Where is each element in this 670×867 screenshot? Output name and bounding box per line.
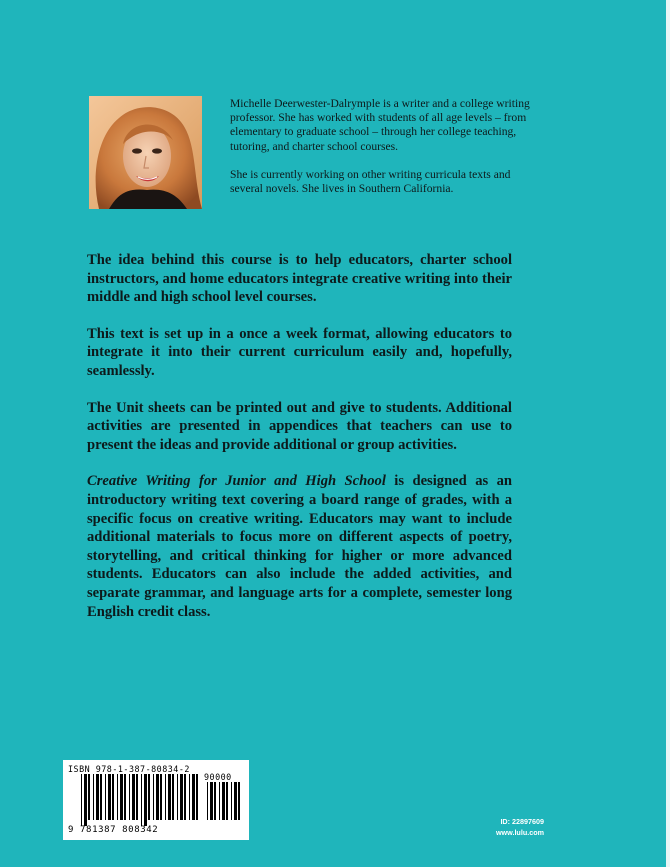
barcode-bar	[93, 774, 94, 820]
barcode-bar	[160, 774, 162, 820]
book-title: Creative Writing for Junior and High School	[87, 473, 386, 490]
publisher-url: www.lulu.com	[495, 828, 544, 837]
isbn-text: ISBN 978-1-387-80834-2	[68, 764, 190, 774]
barcode-bar	[210, 782, 213, 820]
barcode-bar	[117, 774, 118, 820]
barcode-bar	[84, 774, 87, 826]
barcode-bar	[184, 774, 186, 820]
barcode-bar	[96, 774, 99, 820]
isbn-barcode	[63, 760, 249, 840]
barcode-bar	[189, 774, 190, 820]
barcode-bar	[238, 782, 240, 820]
barcode-bar	[124, 774, 126, 820]
publisher-id-text: ID: 22897609	[500, 817, 544, 826]
barcode-bar	[222, 782, 225, 820]
description-text: is designed as an introductory writing text covering a board range of grades, with a specific focus on creative writing. Educators may want to include additional materials to focus more on different aspects of poetry, storytelling, and critical thinking for higher or more advanced students. Educators can also include the added activities, and separate grammar, and language arts for a complete, semester long English credit class.	[87, 473, 512, 620]
barcode-bar	[165, 774, 166, 820]
description-paragraph: The Unit sheets can be printed out and give to students. Additional activities are presented in appendices that teachers can use to present the ideas and provide additional or group activities.	[87, 399, 512, 453]
book-description	[87, 251, 512, 639]
author-bio	[230, 97, 530, 210]
barcode-bar	[177, 774, 178, 820]
price-code: 90000	[204, 772, 232, 782]
barcode-bar	[120, 774, 123, 820]
ean-digits: 9 781387 808342	[68, 825, 159, 835]
description-paragraph: The idea behind this course is to help educators, charter school instructors, and home educators integrate creative writing into their middle and high school level courses.	[87, 252, 512, 306]
barcode-bar	[180, 774, 183, 820]
barcode-bar	[88, 774, 90, 820]
barcode-bar	[144, 774, 147, 826]
author-photo	[89, 96, 202, 209]
publisher-id	[488, 816, 544, 838]
page-edge	[666, 0, 670, 867]
author-bio-paragraph: She is currently working on other writing curricula texts and several novels. She lives in Southern California.	[230, 167, 511, 196]
barcode-bar	[156, 774, 159, 820]
barcode-bar	[148, 774, 150, 820]
barcode-bar	[81, 774, 82, 826]
author-bio-paragraph: Michelle Deerwester-Dalrymple is a writer and a college writing professor. She has worked with students of all age levels – from elementary to graduate school – through her college teaching, tutoring, and charter school courses.	[230, 97, 530, 153]
barcode-bar	[132, 774, 135, 820]
description-paragraph	[87, 472, 512, 621]
barcode-bar	[231, 782, 232, 820]
barcode-bar	[219, 782, 220, 820]
barcode-bar	[234, 782, 237, 820]
barcode-bar	[129, 774, 130, 820]
barcode-bar	[141, 774, 142, 826]
barcode-bar	[136, 774, 138, 820]
barcode-bar	[207, 782, 208, 820]
barcode-bar	[105, 774, 106, 820]
ean-barcode-bars	[81, 774, 199, 826]
barcode-bar	[153, 774, 154, 820]
barcode-bar	[108, 774, 111, 820]
barcode-bar	[214, 782, 216, 820]
barcode-bar	[100, 774, 102, 820]
barcode-bar	[226, 782, 228, 820]
price-barcode-bars	[207, 782, 243, 826]
barcode-bar	[192, 774, 195, 820]
barcode-bar	[168, 774, 171, 820]
barcode-bar	[112, 774, 114, 820]
barcode-bar	[196, 774, 198, 820]
description-paragraph: This text is set up in a once a week format, allowing educators to integrate it into their current curriculum easily and, hopefully, seamlessly.	[87, 325, 512, 379]
barcode-bar	[172, 774, 174, 820]
